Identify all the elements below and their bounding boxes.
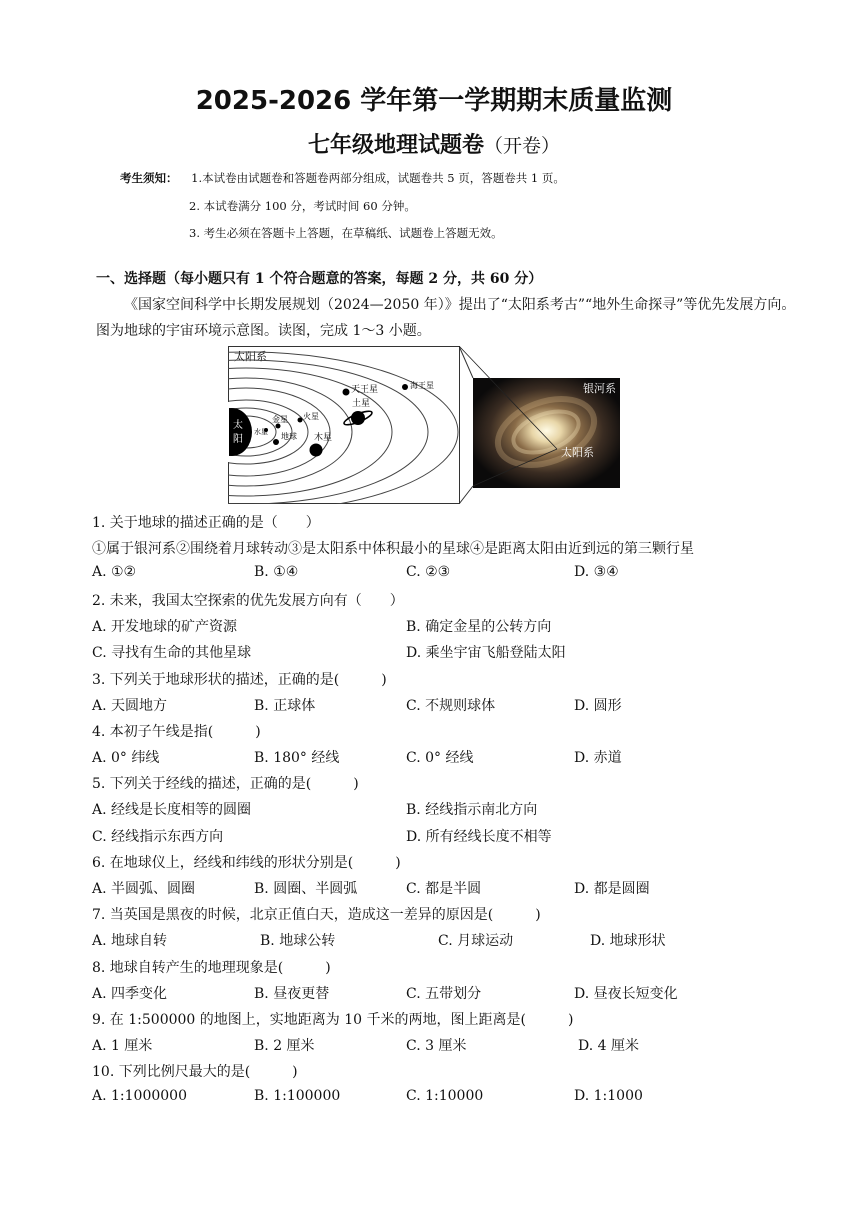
mercury-label: 水星	[254, 428, 268, 436]
jupiter-label: 木星	[314, 433, 333, 443]
q2-option-a[interactable]: A. 开发地球的矿产资源	[92, 619, 238, 635]
q9-option-d[interactable]: D. 4 厘米	[578, 1038, 639, 1054]
q1-option-c[interactable]: C. ②③	[406, 564, 451, 580]
galaxy-solar-system-label: 太阳系	[561, 446, 594, 459]
subtitle-open-book: （开卷）	[484, 135, 561, 157]
notice-line-1	[120, 170, 565, 186]
q7-option-c[interactable]: C. 月球运动	[438, 933, 514, 949]
saturn-label: 土星	[352, 399, 371, 409]
milky-way-label: 银河系	[583, 382, 616, 395]
q3-option-c[interactable]: C. 不规则球体	[406, 698, 496, 714]
uranus-icon	[343, 389, 350, 396]
q4-stem: 4. 本初子午线是指( )	[92, 724, 261, 740]
q2-option-d[interactable]: D. 乘坐宇宙飞船登陆太阳	[406, 645, 566, 661]
venus-icon	[276, 424, 281, 429]
q5-option-b[interactable]: B. 经线指示南北方向	[406, 802, 538, 818]
q4-option-d[interactable]: D. 赤道	[574, 750, 622, 766]
q7-stem: 7. 当英国是黑夜的时候，北京正值白天，造成这一差异的原因是( )	[92, 907, 541, 923]
q5-option-c[interactable]: C. 经线指示东西方向	[92, 829, 224, 845]
q3-option-a[interactable]: A. 天圆地方	[92, 698, 168, 714]
q10-stem: 10. 下列比例尺最大的是( )	[92, 1064, 298, 1080]
q8-option-c[interactable]: C. 五带划分	[406, 986, 482, 1002]
neptune-icon	[402, 384, 408, 390]
q6-stem: 6. 在地球仪上，经线和纬线的形状分别是( )	[92, 855, 401, 871]
q8-option-d[interactable]: D. 昼夜长短变化	[574, 986, 678, 1002]
q2-option-b[interactable]: B. 确定金星的公转方向	[406, 619, 552, 635]
exam-title: 2025-2026 学年第一学期期末质量监测	[195, 86, 673, 116]
sun-label-2: 阳	[233, 434, 243, 445]
q10-option-c[interactable]: C. 1:10000	[406, 1088, 484, 1104]
q4-option-a[interactable]: A. 0° 纬线	[92, 750, 160, 766]
q3-stem: 3. 下列关于地球形状的描述，正确的是( )	[92, 672, 387, 688]
q7-option-b[interactable]: B. 地球公转	[260, 933, 336, 949]
uranus-label: 天王星	[351, 385, 379, 395]
q3-option-d[interactable]: D. 圆形	[574, 698, 622, 714]
q4-option-b[interactable]: B. 180° 经线	[254, 750, 340, 766]
q6-option-d[interactable]: D. 都是圆圈	[574, 881, 650, 897]
q3-option-b[interactable]: B. 正球体	[254, 698, 316, 714]
exam-subtitle	[0, 128, 868, 159]
q2-option-c[interactable]: C. 寻找有生命的其他星球	[92, 645, 252, 661]
notice-item-2: 2. 本试卷满分 100 分，考试时间 60 分钟。	[189, 199, 416, 213]
q1-option-d[interactable]: D. ③④	[574, 564, 619, 580]
solar-system-label: 太阳系	[234, 350, 267, 363]
q6-option-a[interactable]: A. 半圆弧、圆圈	[92, 881, 196, 897]
notice-item-3: 3. 考生必须在答题卡上答题，在草稿纸、试题卷上答题无效。	[189, 226, 503, 240]
notice-label: 考生须知：	[120, 171, 178, 185]
venus-label: 金星	[272, 415, 288, 424]
q10-option-d[interactable]: D. 1:1000	[574, 1088, 643, 1104]
cosmic-environment-figure	[228, 346, 620, 504]
q9-stem: 9. 在 1:500000 的地图上，实地距离为 10 千米的两地，图上距离是( )	[92, 1012, 574, 1028]
mars-label: 火星	[303, 412, 319, 421]
q1-statements: ①属于银河系②围绕着月球转动③是太阳系中体积最小的星球④是距离太阳由近到远的第三颗行星	[92, 541, 694, 557]
q8-stem: 8. 地球自转产生的地理现象是( )	[92, 960, 331, 976]
jupiter-icon	[310, 444, 323, 457]
q7-option-a[interactable]: A. 地球自转	[92, 933, 168, 949]
q4-option-c[interactable]: C. 0° 经线	[406, 750, 474, 766]
q5-stem: 5. 下列关于经线的描述，正确的是( )	[92, 776, 359, 792]
notice-item-1: 1.本试卷由试题卷和答题卷两部分组成，试题卷共 5 页，答题卷共 1 页。	[191, 171, 565, 185]
q1-stem: 1. 关于地球的描述正确的是（ ）	[92, 515, 320, 531]
q6-option-c[interactable]: C. 都是半圆	[406, 881, 482, 897]
q9-option-a[interactable]: A. 1 厘米	[92, 1038, 153, 1054]
q2-stem: 2. 未来，我国太空探索的优先发展方向有（ ）	[92, 593, 404, 609]
sun-label-1: 太	[233, 420, 243, 431]
q5-option-d[interactable]: D. 所有经线长度不相等	[406, 829, 552, 845]
q5-option-a[interactable]: A. 经线是长度相等的圆圈	[92, 802, 252, 818]
earth-label: 地球	[281, 432, 297, 441]
q10-option-b[interactable]: B. 1:100000	[254, 1088, 341, 1104]
earth-icon	[273, 439, 279, 445]
section-heading: 一、选择题（每小题只有 1 个符合题意的答案，每题 2 分，共 60 分）	[96, 271, 543, 287]
section-intro: 《国家空间科学中长期发展规划（2024—2050 年）》提出了“太阳系考古”“地外生命探寻”等优先发展方向。图为地球的宇宙环境示意图。读图，完成 1～3 小题。	[96, 297, 796, 339]
neptune-label: 海王星	[410, 381, 434, 390]
q1-option-b[interactable]: B. ①④	[254, 564, 299, 580]
q8-option-a[interactable]: A. 四季变化	[92, 986, 168, 1002]
mars-icon	[298, 418, 303, 423]
q8-option-b[interactable]: B. 昼夜更替	[254, 986, 330, 1002]
q7-option-d[interactable]: D. 地球形状	[590, 933, 666, 949]
q9-option-c[interactable]: C. 3 厘米	[406, 1038, 467, 1054]
q9-option-b[interactable]: B. 2 厘米	[254, 1038, 315, 1054]
q6-option-b[interactable]: B. 圆圈、半圆弧	[254, 881, 358, 897]
subtitle-main: 七年级地理试题卷	[307, 133, 484, 158]
q10-option-a[interactable]: A. 1:1000000	[92, 1088, 187, 1104]
q1-option-a[interactable]: A. ①②	[92, 564, 137, 580]
